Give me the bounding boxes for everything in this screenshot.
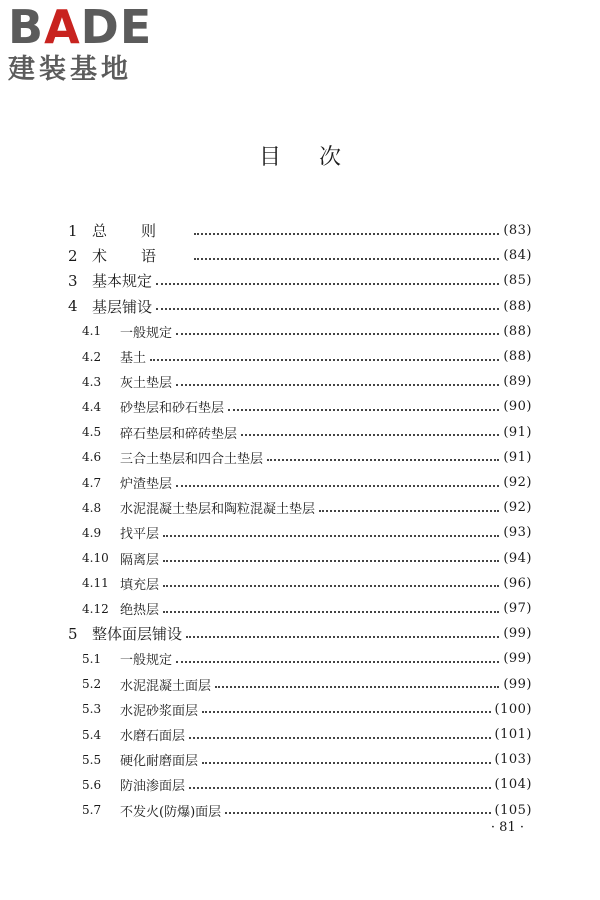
dot-leader bbox=[215, 686, 499, 688]
toc-entry-number: 4.7 bbox=[82, 475, 102, 490]
dot-leader bbox=[225, 812, 490, 814]
toc-entry-number: 4.10 bbox=[82, 551, 109, 566]
toc-entry[interactable] bbox=[0, 445, 600, 470]
toc-entry[interactable] bbox=[0, 646, 600, 671]
dot-leader bbox=[163, 560, 499, 562]
toc-entry[interactable] bbox=[0, 420, 600, 445]
toc-entry[interactable] bbox=[0, 798, 600, 823]
toc-entry-title: 水泥混凝土垫层和陶粒混凝土垫层 bbox=[120, 502, 316, 518]
toc-entry-number: 4.8 bbox=[82, 500, 102, 515]
toc-entry-number: 4.6 bbox=[82, 450, 102, 465]
toc-entry-page: (92) bbox=[503, 475, 532, 490]
toc-entry-title: 不发火(防爆)面层 bbox=[120, 804, 222, 820]
dot-leader bbox=[319, 510, 499, 512]
toc-entry-number: 3 bbox=[68, 271, 78, 290]
toc-entry-title: 绝热层 bbox=[120, 603, 160, 618]
toc-entry-page: (88) bbox=[503, 349, 532, 364]
toc-entry[interactable] bbox=[0, 546, 600, 571]
toc-entry-title: 一般规定 bbox=[120, 653, 173, 669]
toc-entry-number: 4.3 bbox=[82, 374, 102, 389]
page-footer bbox=[0, 820, 600, 835]
toc-entry-page: (84) bbox=[503, 248, 532, 264]
dot-leader bbox=[150, 359, 499, 361]
toc-entry-number: 4.12 bbox=[82, 601, 109, 616]
page-number: · 81 · bbox=[490, 820, 524, 835]
toc-entry-title: 硬化耐磨面层 bbox=[120, 754, 199, 770]
dot-leader bbox=[156, 308, 499, 310]
toc-entry-number: 4.2 bbox=[82, 349, 102, 364]
toc-entry-page: (96) bbox=[503, 575, 532, 591]
toc-entry-title: 基层铺设 bbox=[92, 297, 153, 316]
toc-entry[interactable] bbox=[0, 621, 600, 646]
dot-leader bbox=[163, 535, 499, 537]
toc-entry-page: (103) bbox=[494, 752, 532, 768]
toc-entry[interactable] bbox=[0, 394, 600, 419]
toc-entry[interactable] bbox=[0, 722, 600, 747]
toc-entry-title: 整体面层铺设 bbox=[92, 625, 183, 644]
toc-entry[interactable] bbox=[0, 596, 600, 621]
dot-leader bbox=[228, 409, 499, 411]
toc-entry[interactable] bbox=[0, 218, 600, 243]
toc-entry-title: 基土 bbox=[120, 351, 147, 366]
toc-entry[interactable] bbox=[0, 268, 600, 293]
toc-entry-page: (101) bbox=[494, 727, 532, 742]
logo-wordmark: BADE bbox=[8, 0, 153, 54]
toc-entry-title: 填充层 bbox=[120, 577, 160, 593]
toc-entry-number: 1 bbox=[68, 221, 78, 240]
logo-subtitle: 建装基地 bbox=[8, 54, 132, 85]
toc-entry-page: (92) bbox=[503, 500, 532, 516]
dot-leader bbox=[194, 258, 499, 260]
toc-entry[interactable] bbox=[0, 344, 600, 369]
toc-entry-number: 4.5 bbox=[82, 425, 102, 440]
toc-entry-number: 2 bbox=[68, 246, 78, 265]
toc-entry-number: 4.9 bbox=[82, 525, 102, 540]
toc-entry-title: 炉渣垫层 bbox=[120, 477, 173, 492]
toc-entry-number: 5.3 bbox=[82, 702, 102, 717]
dot-leader bbox=[163, 585, 499, 587]
toc-entry-page: (90) bbox=[503, 399, 532, 415]
toc-entry-page: (88) bbox=[503, 323, 532, 339]
toc-entry[interactable] bbox=[0, 470, 600, 495]
toc-entry[interactable] bbox=[0, 319, 600, 344]
toc-entry-page: (99) bbox=[503, 676, 532, 692]
toc-entry-page: (93) bbox=[503, 525, 532, 541]
dot-leader bbox=[189, 787, 491, 789]
toc-entry-page: (99) bbox=[503, 651, 532, 667]
toc-entry[interactable] bbox=[0, 495, 600, 520]
toc-entry-page: (105) bbox=[494, 802, 532, 818]
toc-entry[interactable] bbox=[0, 294, 600, 319]
toc-entry-number: 4.4 bbox=[82, 399, 102, 414]
dot-leader bbox=[267, 459, 499, 461]
toc-entry-page: (83) bbox=[503, 223, 532, 238]
toc-entry-title: 防油渗面层 bbox=[120, 779, 186, 795]
toc-entry-number: 5.4 bbox=[82, 727, 102, 742]
toc-entry-number: 5.2 bbox=[82, 677, 102, 692]
toc-entry-page: (88) bbox=[503, 298, 532, 314]
toc-entry-title: 三合土垫层和四合土垫层 bbox=[120, 451, 264, 467]
toc-entry-page: (99) bbox=[503, 626, 532, 642]
dot-leader bbox=[176, 384, 499, 386]
toc-entry-title: 一般规定 bbox=[120, 325, 173, 341]
toc-entry-page: (104) bbox=[494, 777, 532, 793]
toc-entry-number: 5.5 bbox=[82, 752, 102, 767]
toc-entry-page: (91) bbox=[503, 449, 532, 465]
toc-entry-title: 术语 bbox=[92, 247, 191, 266]
toc-entry-page: (89) bbox=[503, 374, 532, 390]
toc-entry[interactable] bbox=[0, 520, 600, 545]
dot-leader bbox=[202, 711, 491, 713]
toc-entry-page: (91) bbox=[503, 424, 532, 440]
dot-leader bbox=[176, 661, 499, 663]
toc-entry-title: 灰土垫层 bbox=[120, 376, 173, 392]
toc-entry-page: (94) bbox=[503, 550, 532, 566]
toc-entry-page: (85) bbox=[503, 273, 532, 289]
toc-entry-number: 5.1 bbox=[82, 651, 102, 666]
toc-entry-title: 水磨石面层 bbox=[120, 729, 186, 744]
dot-leader bbox=[156, 283, 499, 285]
toc-entry-title: 基本规定 bbox=[92, 272, 153, 291]
toc-entry[interactable] bbox=[0, 243, 600, 268]
toc-entry[interactable] bbox=[0, 369, 600, 394]
dot-leader bbox=[186, 636, 499, 638]
toc-entry-number: 4.11 bbox=[82, 576, 109, 591]
dot-leader bbox=[176, 485, 499, 487]
toc-entry[interactable] bbox=[0, 772, 600, 797]
dot-leader bbox=[176, 333, 499, 335]
dot-leader bbox=[194, 233, 499, 235]
toc-entry-title: 碎石垫层和碎砖垫层 bbox=[120, 426, 238, 442]
dot-leader bbox=[163, 611, 499, 613]
toc-entry[interactable] bbox=[0, 672, 600, 697]
toc-entry[interactable] bbox=[0, 697, 600, 722]
dot-leader bbox=[202, 762, 491, 764]
toc-entry-number: 4.1 bbox=[82, 324, 102, 339]
toc-entry-number: 5.7 bbox=[82, 803, 102, 818]
toc-entry-page: (100) bbox=[494, 701, 532, 717]
toc-entry-page: (97) bbox=[503, 601, 532, 616]
toc-entry-title: 隔离层 bbox=[120, 552, 160, 568]
page-title: 目次 bbox=[258, 145, 379, 170]
dot-leader bbox=[241, 434, 499, 436]
toc-entry[interactable] bbox=[0, 571, 600, 596]
toc-entry[interactable] bbox=[0, 747, 600, 772]
toc-entry-title: 找平层 bbox=[120, 527, 160, 543]
toc-entry-title: 总则 bbox=[92, 222, 191, 240]
toc-entry-number: 5 bbox=[68, 624, 78, 643]
toc-entry-title: 水泥砂浆面层 bbox=[120, 703, 199, 719]
toc-entry-number: 5.6 bbox=[82, 777, 102, 792]
toc-entry-title: 砂垫层和砂石垫层 bbox=[120, 401, 225, 417]
logo bbox=[8, 0, 178, 90]
toc-entry-number: 4 bbox=[68, 297, 78, 316]
toc-entry-title: 水泥混凝土面层 bbox=[120, 678, 212, 694]
dot-leader bbox=[189, 737, 491, 739]
